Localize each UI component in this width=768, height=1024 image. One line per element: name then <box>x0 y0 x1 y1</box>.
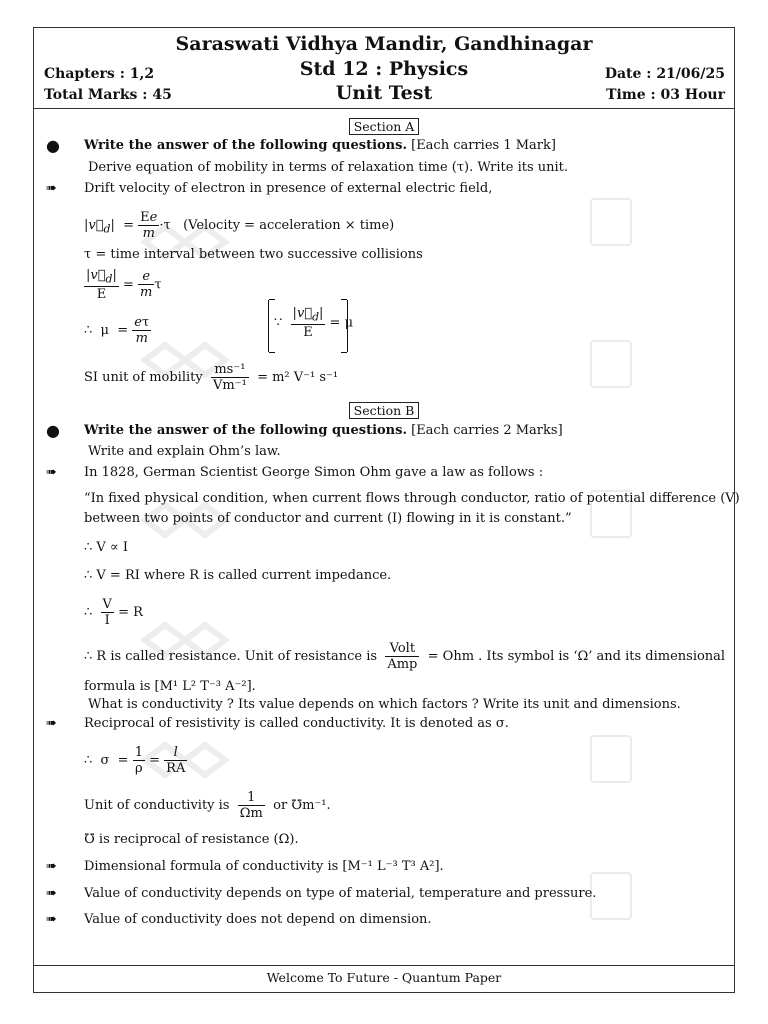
ohm-intro: In 1828, German Scientist George Simon Ohm gave a law as follows : <box>84 465 544 480</box>
eq-mobility-def: ∵ $\frac{|v⃗_d|}{E}$ = μ <box>274 306 354 340</box>
conductivity-intro: Reciprocal of resistivity is called conductivity. It is denoted as σ. <box>84 716 509 731</box>
test-title: Unit Test <box>335 82 433 104</box>
watermark-icon <box>590 735 632 783</box>
eq-mobility: ∴ μ = $\frac{e\tau}{m}$ <box>84 315 150 346</box>
si-unit-mobility: SI unit of mobility $\frac{\text{ms⁻¹}}{\text{Vm⁻¹}}$ = m² V⁻¹ s⁻¹ <box>84 362 339 393</box>
date: Date : 21/06/25 <box>604 66 725 82</box>
question-conductivity: What is conductivity ? Its value depends on which factors ? Write its unit and dimensions. <box>88 697 681 712</box>
resistance-unit-line: ∴ R is called resistance. Unit of resistance is $\frac{\text{Volt}}{\text{Amp}}$ = Ohm . Its symbol is ‘Ω’ and its dimensional <box>84 641 726 672</box>
resistance-dim-formula: formula is [M¹ L² T⁻³ A⁻²]. <box>84 679 256 694</box>
eq-vd-over-e: $\frac{|v⃗_d|}{E}$ = $\frac{e}{m}$ τ <box>86 268 162 302</box>
tau-definition: τ = time interval between two successive collisions <box>84 247 423 262</box>
answer-intro: Drift velocity of electron in presence of external electric field, <box>84 181 493 196</box>
arrow-icon: ➠ <box>46 181 57 196</box>
time: Time : 03 Hour <box>606 87 725 103</box>
section-a-instruction: Write the answer of the following questions. [Each carries 1 Mark] <box>84 138 556 153</box>
footer-rule <box>33 965 735 966</box>
chapters: Chapters : 1,2 <box>44 66 155 82</box>
arrow-icon: ➠ <box>46 465 57 480</box>
eq-proportional: ∴ V ∝ I <box>84 540 128 555</box>
section-a-question: Derive equation of mobility in terms of relaxation time (τ). Write its unit. <box>88 160 569 175</box>
ohm-quote-line1: “In fixed physical condition, when current flows through conductor, ratio of potential difference (V) <box>84 491 740 506</box>
arrow-icon: ➠ <box>46 859 57 874</box>
mho-definition: ℧ is reciprocal of resistance (Ω). <box>84 832 299 847</box>
conductivity-dimension: Value of conductivity does not depend on dimension. <box>84 912 432 927</box>
conductivity-factors: Value of conductivity depends on type of material, temperature and pressure. <box>84 886 597 901</box>
watermark-icon <box>590 198 632 246</box>
conductivity-unit: Unit of conductivity is $\frac{1}{\Omega m}$ or ℧m⁻¹. <box>84 790 331 821</box>
eq-v-over-i: ∴ $\frac{V}{I}$ = R <box>84 597 143 628</box>
section-a-heading: Section A <box>0 116 768 135</box>
eq-v-ri: ∴ V = RI where R is called current impedance. <box>84 568 392 583</box>
footer-text: Welcome To Future - Quantum Paper <box>266 970 502 985</box>
question-ohm: Write and explain Ohm’s law. <box>88 444 281 459</box>
watermark-icon <box>590 340 632 388</box>
eq1-note: (Velocity = acceleration × time) <box>183 218 395 233</box>
bullet-icon: ● <box>46 136 60 155</box>
arrow-icon: ➠ <box>46 886 57 901</box>
school-name: Saraswati Vidhya Mandir, Gandhinagar <box>175 33 593 55</box>
section-b-heading: Section B <box>0 400 768 419</box>
total-marks: Total Marks : 45 <box>44 87 172 103</box>
section-b-instruction: Write the answer of the following questions. [Each carries 2 Marks] <box>84 423 563 438</box>
eq-drift-velocity: $|v⃗_d|$ = $\frac{Ee}{m}$ ·τ (Velocity = acceleration × time) <box>84 210 395 241</box>
bullet-icon: ● <box>46 421 60 440</box>
conductivity-dim-formula: Dimensional formula of conductivity is [M⁻¹ L⁻³ T³ A²]. <box>84 859 444 874</box>
eq-conductivity: ∴ σ = $\frac{1}{\rho}$ = $\frac{l}{RA}$ <box>84 745 186 776</box>
ohm-quote-line2: between two points of conductor and current (I) flowing in it is constant.” <box>84 511 572 526</box>
header-rule <box>33 108 735 109</box>
std-subject: Std 12 : Physics <box>299 58 469 80</box>
arrow-icon: ➠ <box>46 912 57 927</box>
arrow-icon: ➠ <box>46 716 57 731</box>
